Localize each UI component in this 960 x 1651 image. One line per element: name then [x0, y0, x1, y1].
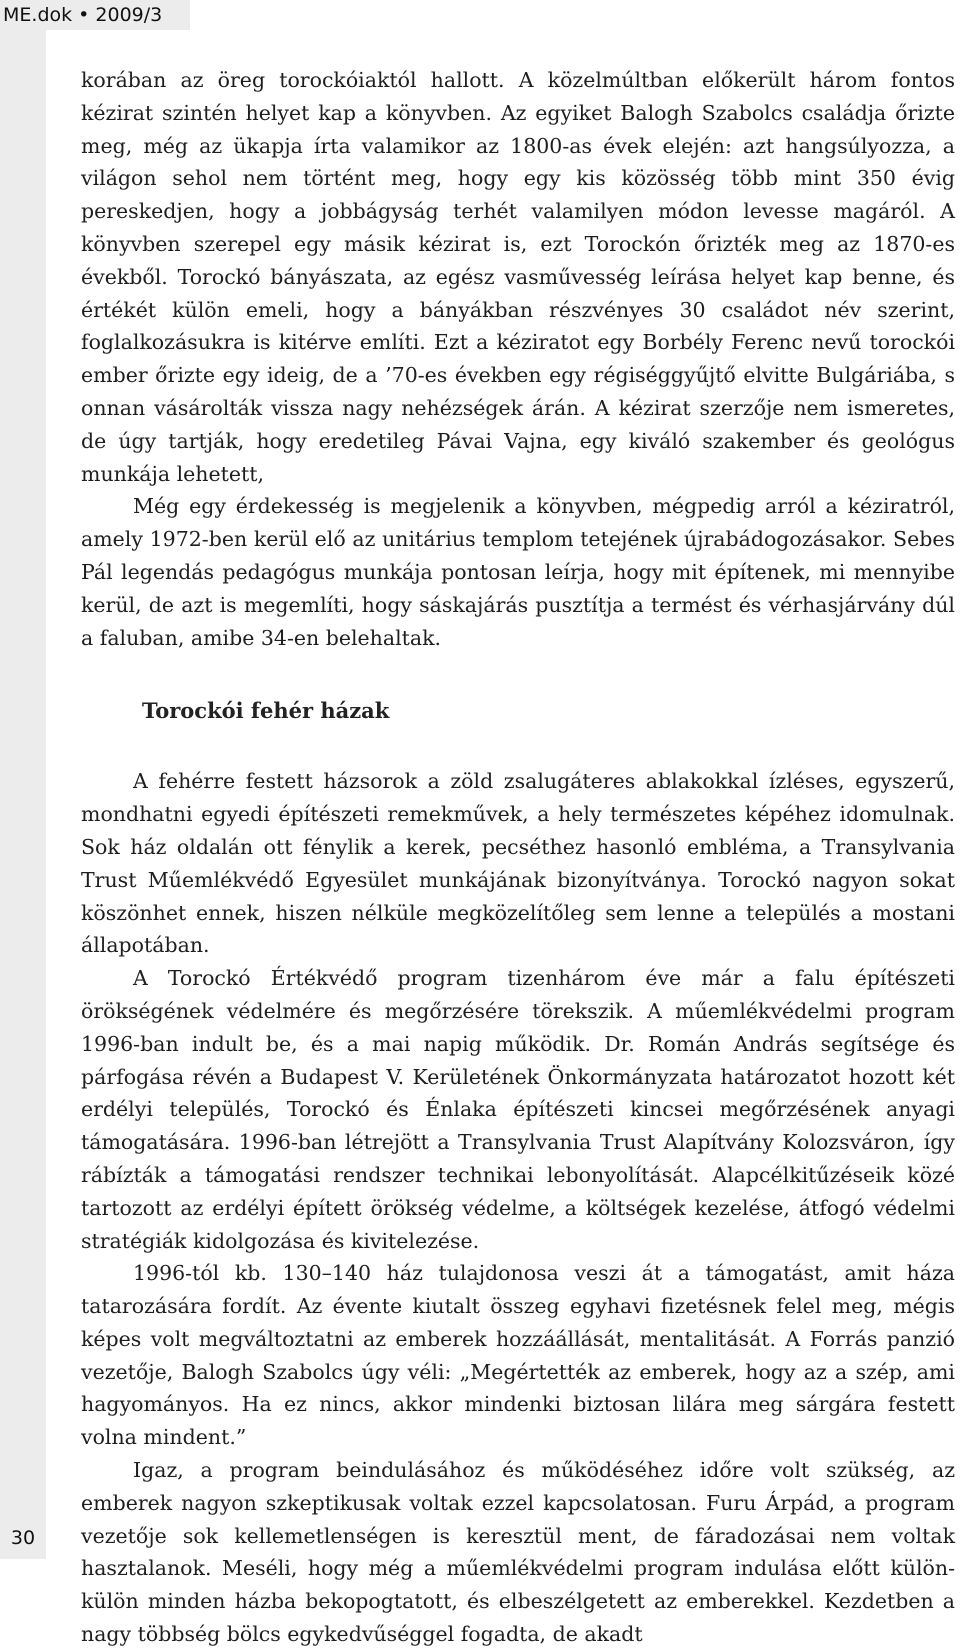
page-number: 30 [10, 1527, 36, 1549]
paragraph: Igaz, a program beindulásához és működéséhez időre volt szükség, az emberek nagyon szkeptikusak voltak ezzel kapcsolatosan. Furu Árpád, a program vezetője sok kellemetlenségen is keresztül ment, de fáradozásai nem voltak hasztalanok. Meséli, hogy még a műemlékvédelmi program indulása előtt külön-külön minden házba bekopogtatott, és elbeszélgetett az emberekkel. Kezdetben a nagy többség bölcs egykedvűséggel fogadta, de akadt [81, 1458, 955, 1647]
page-header [0, 0, 190, 30]
paragraph: Még egy érdekesség is megjelenik a könyvben, mégpedig arról a kéziratról, amely 1972-ben kerül elő az unitárius templom tetejének újrabádogozásakor. Sebes Pál legendás pedagógus munkája pontosan leírja, hogy mit építenek, mi mennyibe kerül, de azt is megemlíti, hogy sáskajárás pusztítja a termést és vérhasjárvány dúl a faluban, amibe 34-en belehaltak. [81, 494, 955, 650]
paragraph: 1996-tól kb. 130–140 ház tulajdonosa veszi át a támogatást, amit háza tatarozására fordít. Az évente kiutalt összeg egyhavi fizetésnek felel meg, mégis képes volt megváltoztatni az emberek hozzáállását, mentalitását. A Forrás panzió vezetője, Balogh Szabolcs úgy véli: „Megértették az emberek, hogy az a szép, ami hagyományos. Ha ez nincs, akkor mindenki biztosan lilára meg sárgára festett volna mindent.” [81, 1261, 955, 1450]
paragraph: korában az öreg torockóiaktól hallott. A közelmúltban előkerült három fontos kézirat szintén helyet kap a könyvben. Az egyiket Balogh Szabolcs családja őrizte meg, még az ükapja írta valamikor az 1800-as évek elején: azt hangsúlyozza, a világon sehol nem történt meg, hogy egy kis közösség több mint 350 évig pereskedjen, hogy a jobbágyság terhét valamilyen módon levesse magáról. A könyvben szerepel egy másik kézirat is, ezt Torockón őrizték meg az 1870-es évekből. Torockó bányászata, az egész vasművesség leírása helyet kap benne, és értékét külön emeli, hogy a bányákban részvényes 30 családot név szerint, foglalkozásukra is kitérve említi. Ezt a kéziratot egy Borbély Ferenc nevű torockói ember őrizte egy ideig, de a ’70-es években egy régiséggyűjtő elvitte Bulgáriába, s onnan vásárolták vissza nagy nehézségek árán. A kézirat szerzője nem ismeretes, de úgy tartják, hogy eredetileg Pávai Vajna, egy kiváló szakember és geológus munkája lehetett, [81, 68, 955, 486]
left-margin-bar [0, 30, 46, 1559]
section-title: Torockói fehér házak [142, 698, 390, 724]
paragraph: A Torockó Értékvédő program tizenhárom éve már a falu építészeti örökségének védelmére és megőrzésére törekszik. A műemlékvédelmi program 1996-ban indult be, és a mai napig működik. Dr. Román András segítsége és párfogása révén a Budapest V. Kerületének Önkormányzata határozatot hozott két erdélyi település, Torockó és Énlaka építészeti kincsei megőrzésének anyagi támogatására. 1996-ban létrejött a Transylvania Trust Alapítvány Kolozsváron, így rábízták a támogatási rendszer technikai lebonyolítását. Alapcélkitűzéseik közé tartozott az erdélyi épített örökség védelme, a költségek kezelése, átfogó védelmi stratégiák kidolgozása és kivitelezése. [81, 966, 955, 1253]
paragraph: A fehérre festett házsorok a zöld zsalugáteres ablakokkal ízléses, egyszerű, mondhatni egyedi építészeti remekművek, a hely természetes képéhez idomulnak. Sok ház oldalán ott fénylik a kerek, pecséthez hasonló embléma, a Transylvania Trust Műemlékvédő Egyesület munkájának bizonyítványa. Torockó nagyon sokat köszönhet ennek, hiszen nélküle megközelítőleg sem lenne a település a mostani állapotában. [81, 769, 955, 958]
article-body [81, 64, 955, 1651]
header-title: ME.dok • 2009/3 [3, 4, 163, 26]
